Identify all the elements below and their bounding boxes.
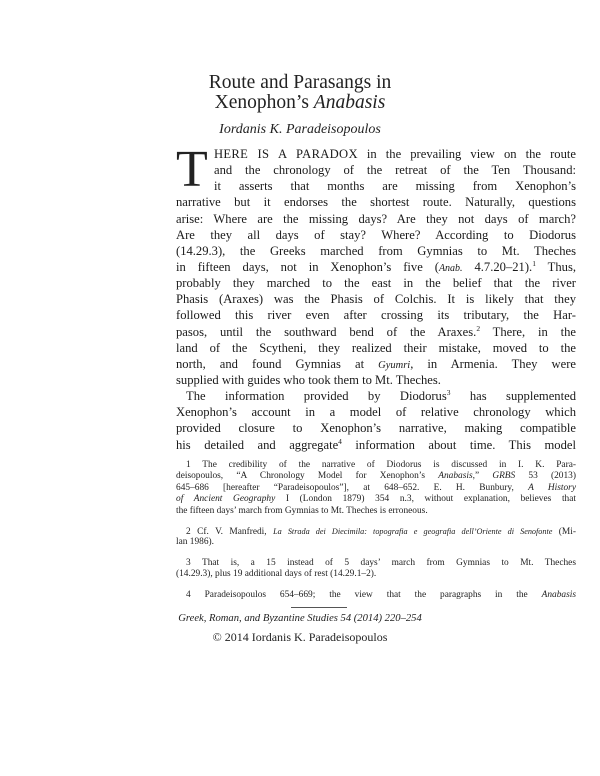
footnote-line: lan 1986). <box>176 537 215 548</box>
body-line: Are they all days of stay? Where? According to Diodorus <box>176 227 576 242</box>
body-line: his detailed and aggregate$^4$ information about time. This model <box>176 436 576 452</box>
body-line: probably they marched to the east in the belief that the river <box>176 276 576 291</box>
author-name: Iordanis K. Paradeisopoulos <box>219 122 381 137</box>
body-line: in fifteen days, not in Xenophon’s five (Anab. 4.7.20–21).$^1$ Thus, <box>176 258 576 274</box>
footnote-line: (14.29.3), plus 19 additional days of rest (14.29.1–2). <box>176 569 377 580</box>
footnote-2 <box>176 526 576 549</box>
footnote-line: 4 Paradeisopoulos 654–669; the view that the paragraphs in the Anabasis <box>186 590 576 600</box>
body-line: narrative but it endorses the shortest route. Naturally, questions <box>176 195 576 210</box>
body-text <box>176 141 576 453</box>
article-title-line-2: Xenophon’s Anabasis <box>214 92 386 113</box>
footnote-line: 2 Cf. V. Manfredi, La Strada dei Diecimila: topografia e geografia dell’Oriente di Senofonte (Mi- <box>186 527 576 537</box>
body-line: north, and found Gymnias at Gyumri, in Armenia. They were <box>176 356 576 371</box>
footnote-3 <box>176 558 576 581</box>
body-line: land of the Scytheni, they realized their mistake, moved to the <box>176 340 576 355</box>
copyright-line: © 2014 Iordanis K. Paradeisopoulos <box>212 630 388 644</box>
footnote-line: the fifteen days’ march from Gymnias to Mt. Theches is erroneous. <box>176 505 428 516</box>
body-line: provided closure to Xenophon’s narrative, making compatible <box>176 421 576 436</box>
body-line: supplied with guides who took them to Mt. Theches. <box>176 372 441 387</box>
footnote-1 <box>176 460 576 517</box>
article-title-line-1: Route and Parasangs in <box>208 72 392 93</box>
footer-rule <box>291 607 347 608</box>
body-line: HERE IS A PARADOX in the prevailing view on the route <box>214 147 576 161</box>
footnote-line: 3 That is, a 15 instead of 5 days’ march from Gymnias to Mt. Theches <box>186 558 576 568</box>
footnote-line: of Ancient Geography I (London 1879) 354 n.3, without explanation, believes that <box>176 494 577 505</box>
body-line: pasos, until the southward bend of the Araxes.$^2$ There, in the <box>176 323 576 339</box>
body-line: Xenophon’s account in a model of relative chronology which <box>176 405 576 420</box>
body-line: it asserts that months are missing from Xenophon’s <box>214 179 576 194</box>
body-line: and the chronology of the retreat of the Ten Thousand: <box>214 163 576 178</box>
body-line: (14.29.3), the Greeks marched from Gymnias to Mt. Theches <box>176 243 576 258</box>
journal-citation: Greek, Roman, and Byzantine Studies 54 (2014) 220–254 <box>178 613 422 624</box>
footnote-line: deisopoulos, “A Chronology Model for Xenophon’s Anabasis,” GRBS 53 (2013) <box>176 471 576 482</box>
footnote-4 <box>176 590 576 601</box>
body-line: arise: Where are the missing days? Are they not days of march? <box>176 211 576 226</box>
footnote-line: 645–686 [hereafter “Paradeisopoulos”], at 648–652. E. H. Bunbury, A History <box>176 482 576 493</box>
body-line: followed this river even after crossing its tributary, the Har- <box>176 308 576 323</box>
footnote-line: 1 The credibility of the narrative of Diodorus is discussed in I. K. Para- <box>186 460 576 470</box>
body-line: Phasis (Araxes) was the Phasis of Colchis. It is likely that they <box>176 292 576 307</box>
copyright-icon: © <box>212 630 222 644</box>
body-line: The information provided by Diodorus$^3$ has supplemented <box>186 388 576 404</box>
drop-cap: T <box>176 141 208 198</box>
